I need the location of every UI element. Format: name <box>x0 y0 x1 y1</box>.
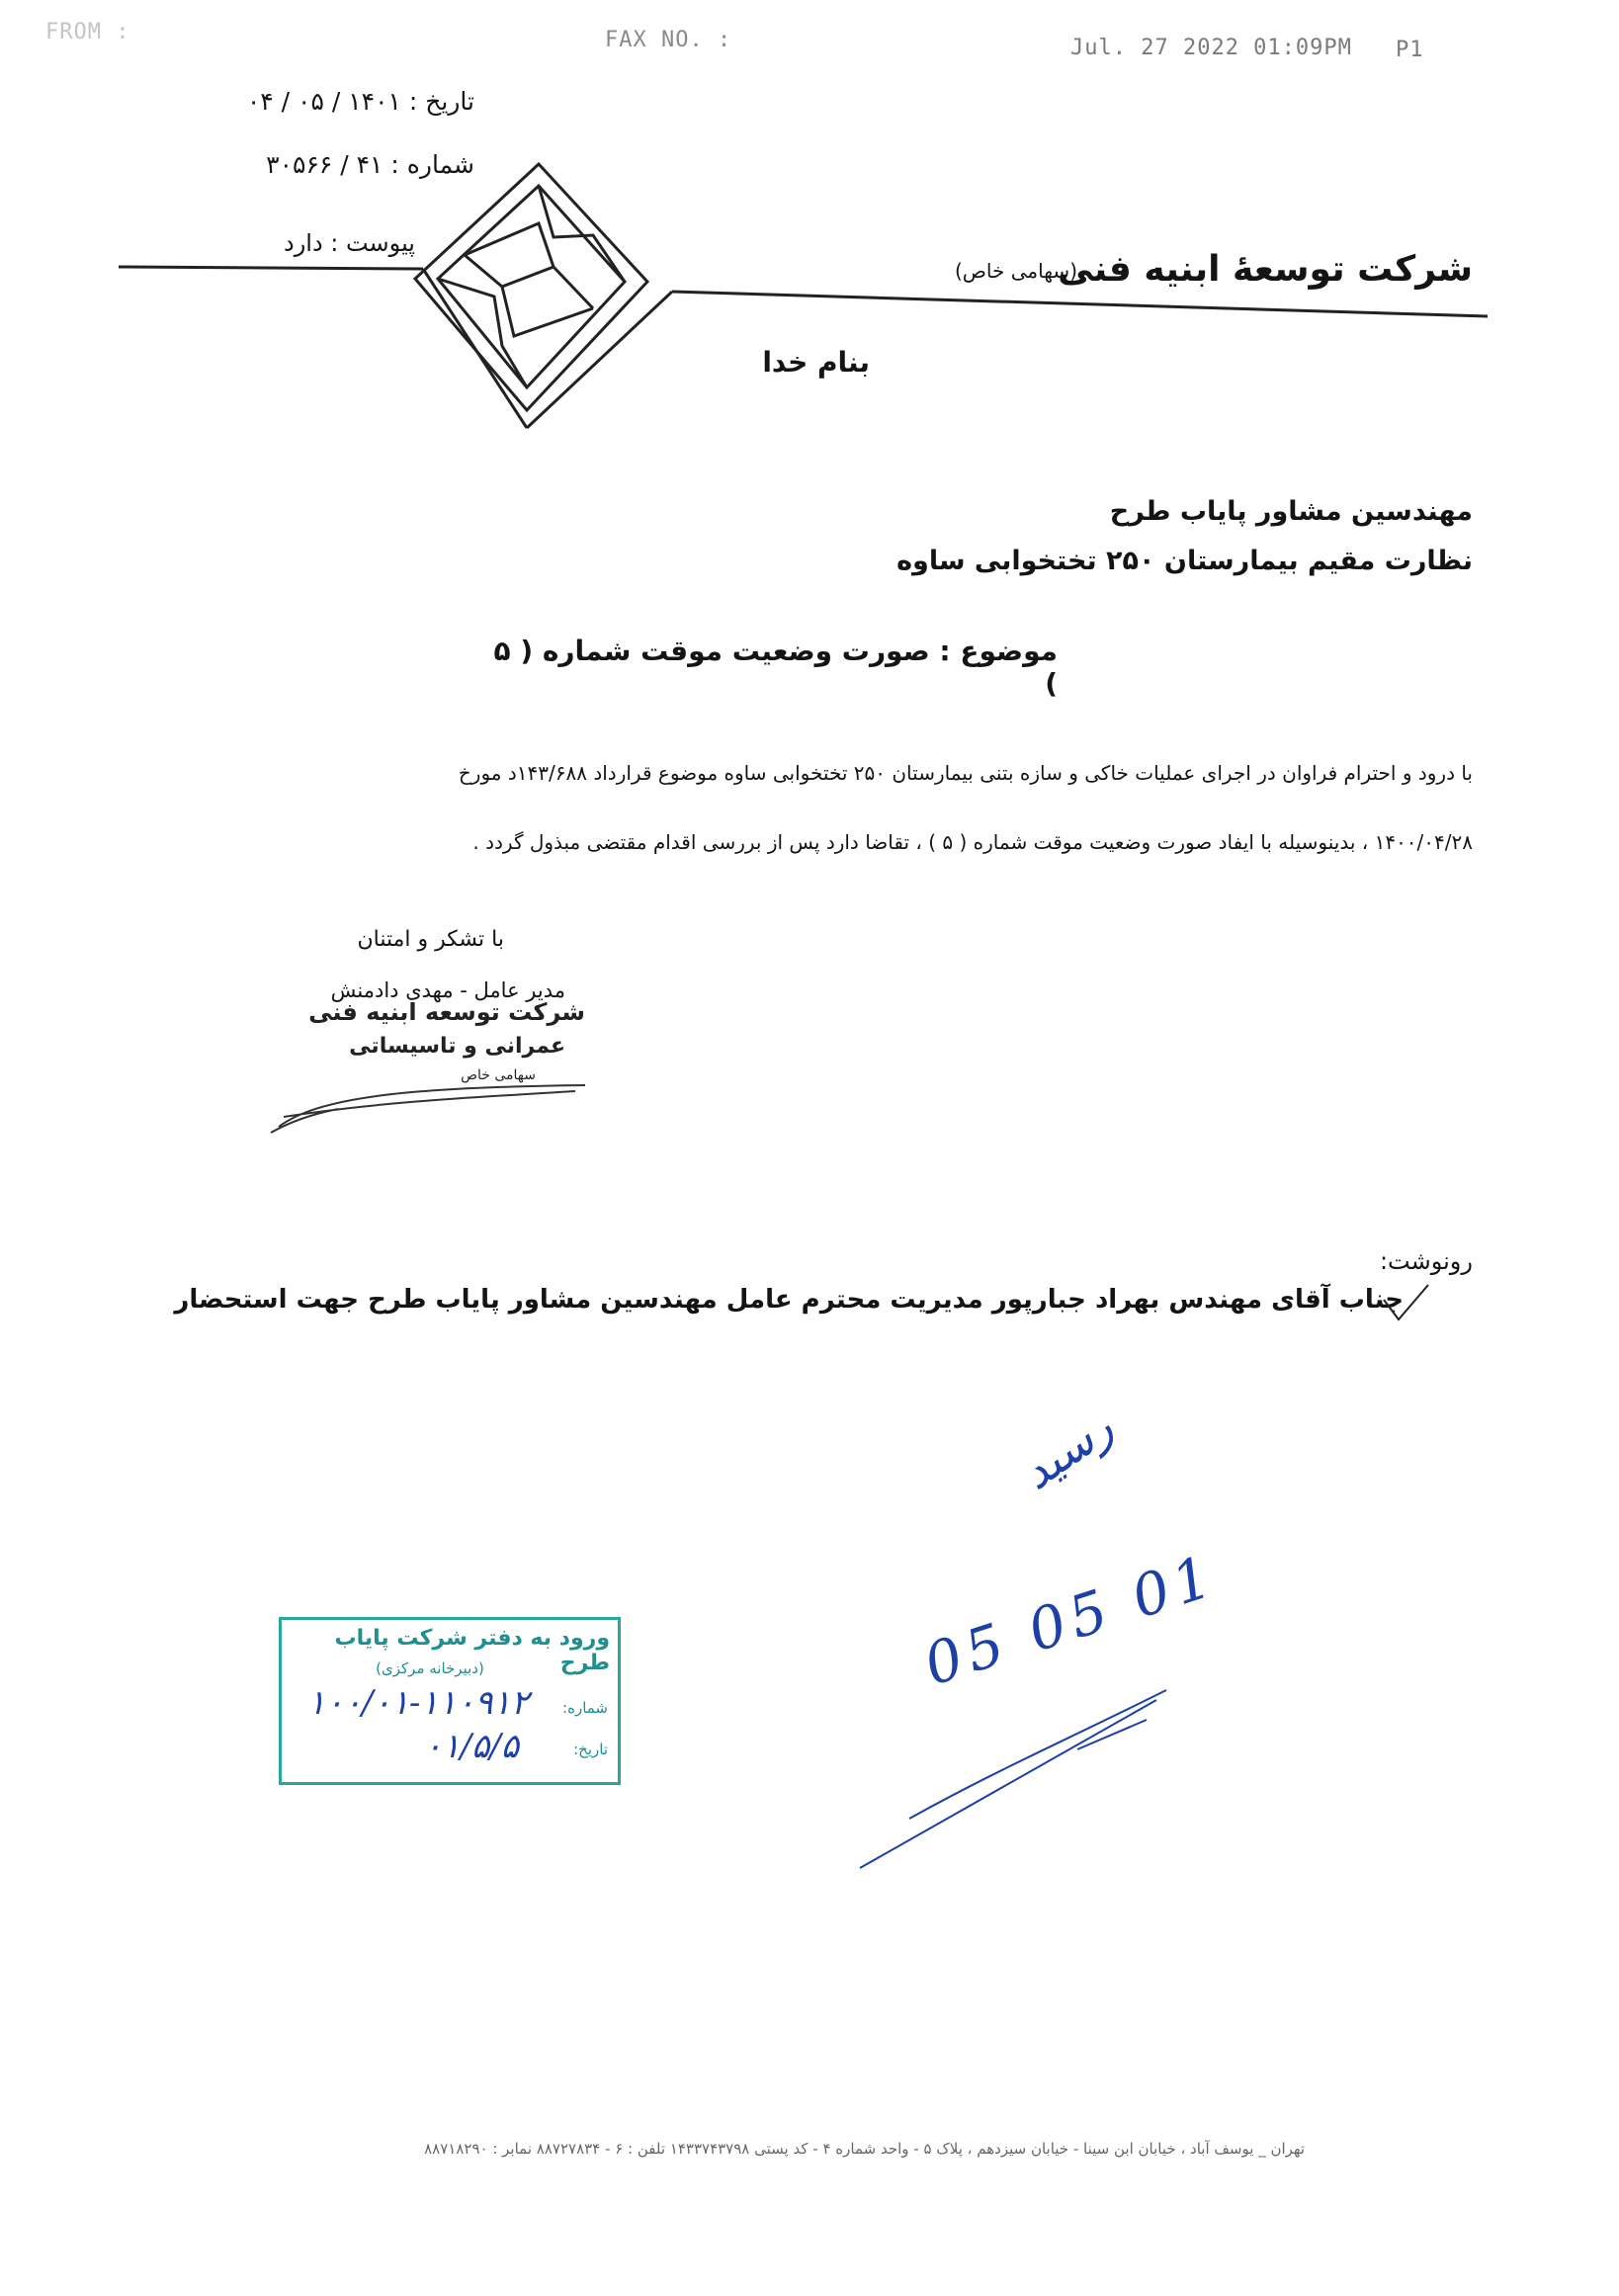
handwritten-date: 05 05 01 <box>915 1541 1226 1699</box>
body-line-1: با درود و احترام فراوان در اجرای عملیات خاکی و سازه بتنی بیمارستان ۲۵۰ تختخوابی ساوه موضوع قرارداد ۱۴۳/۶۸۸د مورخ <box>458 761 1473 785</box>
entry-stamp <box>279 1617 621 1785</box>
footer-address: تهران _ یوسف آباد ، خیابان ابن سینا - خیابان سیزدهم ، پلاک ۵ - واحد شماره ۴ - کد پستی ۱۴۳۳۷۴۳۷۹۸ تلفن : ۶ - ۸۸۷۲۷۸۳۴ نمابر : ۸۸۷۱۸۲۹۰ <box>424 2140 1305 2158</box>
recipient-line-1: مهندسین مشاور پایاب طرح <box>1109 496 1473 527</box>
stamp-date-label: تاریخ: <box>573 1741 608 1758</box>
cc-line: جناب آقای مهندس بهراد جبارپور مدیریت محترم عامل مهندسین مشاور پایاب طرح جهت استحضار <box>174 1285 1404 1315</box>
stamp-title: ورود به دفتر شرکت پایاب طرح <box>334 1626 610 1675</box>
invocation-heading: بنام خدا <box>762 346 870 379</box>
company-logo <box>415 164 647 410</box>
fax-from-label: FROM : <box>45 20 130 44</box>
letter-date: تاریخ : ۱۴۰۱ / ۰۵ / ۰۴ <box>246 87 474 116</box>
cc-label: رونوشت: <box>1379 1247 1473 1275</box>
company-type: (سهامی خاص) <box>954 259 1077 283</box>
company-seal <box>259 998 595 1127</box>
cc-tick-mark <box>1379 1280 1438 1329</box>
letter-number: شماره : ۴۱ / ۳۰۵۶۶ <box>266 150 474 179</box>
closing-text: با تشکر و امتنان <box>357 927 504 952</box>
seal-line-2: عمرانی و تاسیساتی <box>349 1034 565 1059</box>
signatory-name: مدیر عامل - مهدی دادمنش <box>330 978 565 1002</box>
fax-number-label: FAX NO. : <box>605 28 732 52</box>
recipient-line-2: نظارت مقیم بیمارستان ۲۵۰ تختخوابی ساوه <box>896 546 1473 576</box>
fax-page: P1 <box>1396 38 1424 62</box>
letter-attachment: پیوست : دارد <box>284 229 415 257</box>
handwritten-initials <box>850 1680 1186 1878</box>
stamp-subtitle: (دبیرخانه مرکزی) <box>376 1659 484 1677</box>
seal-line-3: سهامی خاص <box>461 1067 536 1083</box>
stamp-date-value: ۰۱/۵/۵ <box>424 1727 519 1766</box>
seal-line-1: شرکت توسعه ابنیه فنی <box>308 998 585 1026</box>
fax-datetime: Jul. 27 2022 01:09PM <box>1070 36 1352 60</box>
signature-scribble <box>259 1058 595 1137</box>
letterhead-graphic <box>0 0 1619 455</box>
company-name: شرکت توسعهٔ ابنیه فنی <box>1058 249 1473 290</box>
body-line-2: ۱۴۰۰/۰۴/۲۸ ، بدینوسیله با ایفاد صورت وضعیت موقت شماره ( ۵ ) ، تقاضا دارد پس از بررسی اقدام مقتضی مبذول گردد . <box>472 830 1473 854</box>
handwritten-note: رسید <box>1011 1400 1123 1500</box>
stamp-number-value: ۱۰۰/۰۱-۱۱۰۹۱۲ <box>307 1683 529 1723</box>
stamp-number-label: شماره: <box>562 1699 608 1717</box>
letter-subject: موضوع : صورت وضعیت موقت شماره ( ۵ ) <box>493 635 1058 700</box>
